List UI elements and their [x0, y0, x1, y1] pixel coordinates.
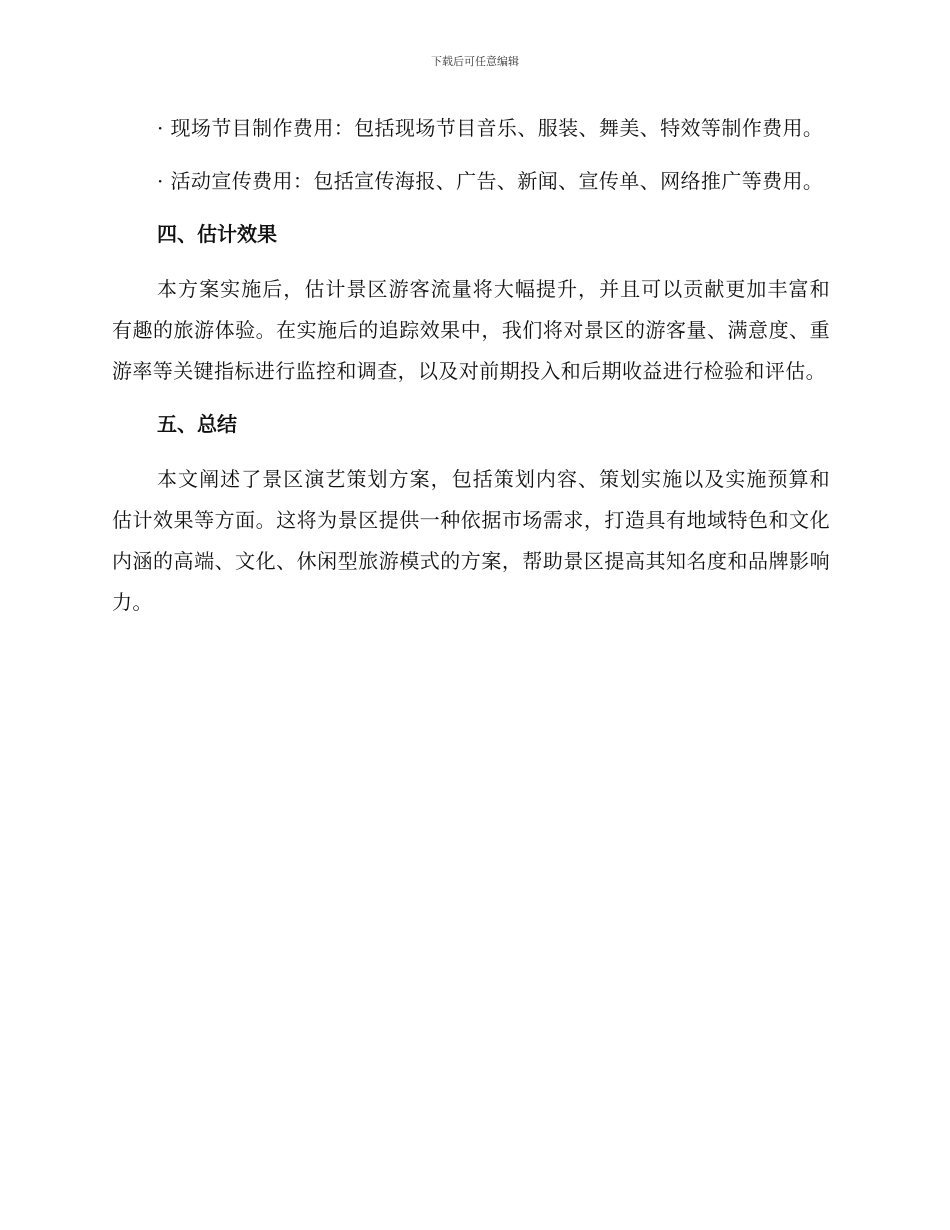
section-heading: 五、总结 [157, 412, 237, 436]
bullet-item: · 活动宣传费用：包括宣传海报、广告、新闻、宣传单、网络推广等费用。 [157, 169, 824, 193]
page-header: 下载后可任意编辑 [431, 55, 519, 68]
section-paragraph: 本文阐述了景区演艺策划方案，包括策划内容、策划实施以及实施预算和估计效果等方面。这将为景区提供一种依据市场需求，打造具有地域特色和文化内涵的高端、文化、休闲型旅游模式的方案，帮助景区提高其知名度和品牌影响力。 [112, 467, 830, 614]
section-paragraph: 本方案实施后，估计景区游客流量将大幅提升，并且可以贡献更加丰富和有趣的旅游体验。在实施后的追踪效果中，我们将对景区的游客量、满意度、重游率等关键指标进行监控和调查，以及对前期投入和后期收益进行检验和评估。 [112, 277, 830, 383]
document-body [112, 108, 830, 635]
bullet-item: · 现场节目制作费用：包括现场节目音乐、服装、舞美、特效等制作费用。 [157, 116, 824, 140]
section-heading: 四、估计效果 [157, 222, 277, 246]
